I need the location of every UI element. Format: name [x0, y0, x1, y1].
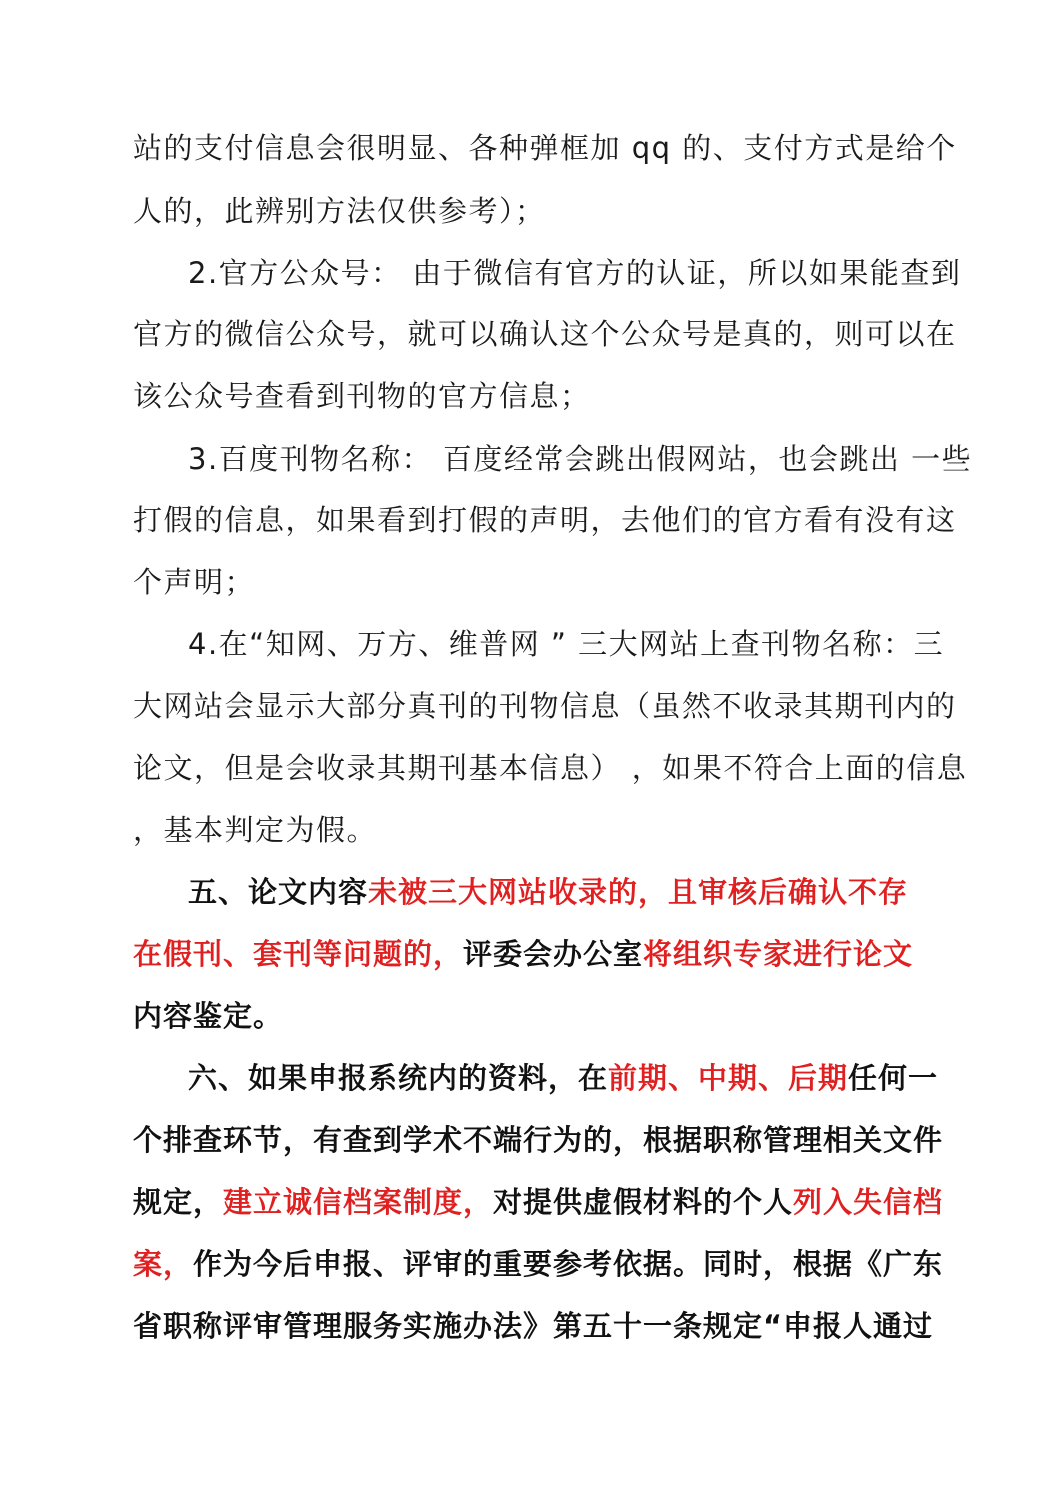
- section-5-line-3: 内容鉴定。: [133, 999, 284, 1033]
- paragraph-2-line-2: 官方的微信公众号，就可以确认这个公众号是真的，则可以在: [133, 317, 957, 351]
- paragraph-4-line-4: ，基本判定为假。: [133, 813, 378, 847]
- section-5-line-1: [188, 875, 908, 909]
- paragraph-4-line-3: 论文，但是会收录其期刊基本信息） ，如果不符合上面的信息: [133, 751, 968, 785]
- section-5-heading: 五、论文内容: [188, 875, 369, 909]
- paragraph-1-line-2: 人的，此辨别方法仅供参考）；: [133, 194, 546, 228]
- paragraph-4-line-2: 大网站会显示大部分真刊的刊物信息（虽然不收录其期刊内的: [133, 689, 957, 723]
- section-6-highlight-blacklist-end: 案，: [133, 1247, 194, 1281]
- section-5-highlight-1: 未被三大网站收录的，且审核后确认不存: [368, 875, 909, 909]
- section-5-highlight-2: 在假刊、套刊等问题的，: [133, 937, 464, 971]
- section-6-heading: 六、如果申报系统内的资料，在: [188, 1061, 609, 1095]
- section-6-line-3: [133, 1185, 943, 1219]
- section-6-highlight-integrity: 建立诚信档案制度，: [223, 1185, 494, 1219]
- section-6-text-1: 任何一: [848, 1061, 939, 1095]
- paragraph-3-line-3: 个声明；: [133, 565, 256, 599]
- paragraph-1-line-1: 站的支付信息会很明显、各种弹框加 qq 的、支付方式是给个: [133, 131, 957, 165]
- section-6-text-3: 对提供虚假材料的个人: [493, 1185, 794, 1219]
- section-5-line-2: [133, 937, 913, 971]
- paragraph-4-line-1: 4.在“知网、万方、维普网 ” 三大网站上查刊物名称：三: [188, 627, 945, 661]
- paragraph-2-line-1: 2.官方公众号： 由于微信有官方的认证，所以如果能查到: [188, 256, 962, 290]
- section-5-text-office: 评委会办公室: [463, 937, 644, 971]
- section-6-line-2: 个排查环节，有查到学术不端行为的，根据职称管理相关文件: [133, 1123, 944, 1157]
- paragraph-2-line-3: 该公众号查看到刊物的官方信息；: [133, 379, 591, 413]
- section-6-line-1: [188, 1061, 938, 1095]
- section-6-text-2: 规定，: [133, 1185, 224, 1219]
- paragraph-3-line-1: 3.百度刊物名称： 百度经常会跳出假网站，也会跳出 一些: [188, 442, 973, 476]
- section-6-highlight-phases: 前期、中期、后期: [608, 1061, 849, 1095]
- paragraph-3-line-2: 打假的信息，如果看到打假的声明，去他们的官方看有没有这: [133, 503, 957, 537]
- section-6-highlight-blacklist: 列入失信档: [793, 1185, 944, 1219]
- section-6-line-4: [133, 1247, 943, 1281]
- section-5-highlight-3: 将组织专家进行论文: [643, 937, 914, 971]
- section-6-text-4: 作为今后申报、评审的重要参考依据。同时，根据《广东: [193, 1247, 944, 1281]
- section-6-line-5: 省职称评审管理服务实施办法》第五十一条规定“申报人通过: [133, 1309, 934, 1343]
